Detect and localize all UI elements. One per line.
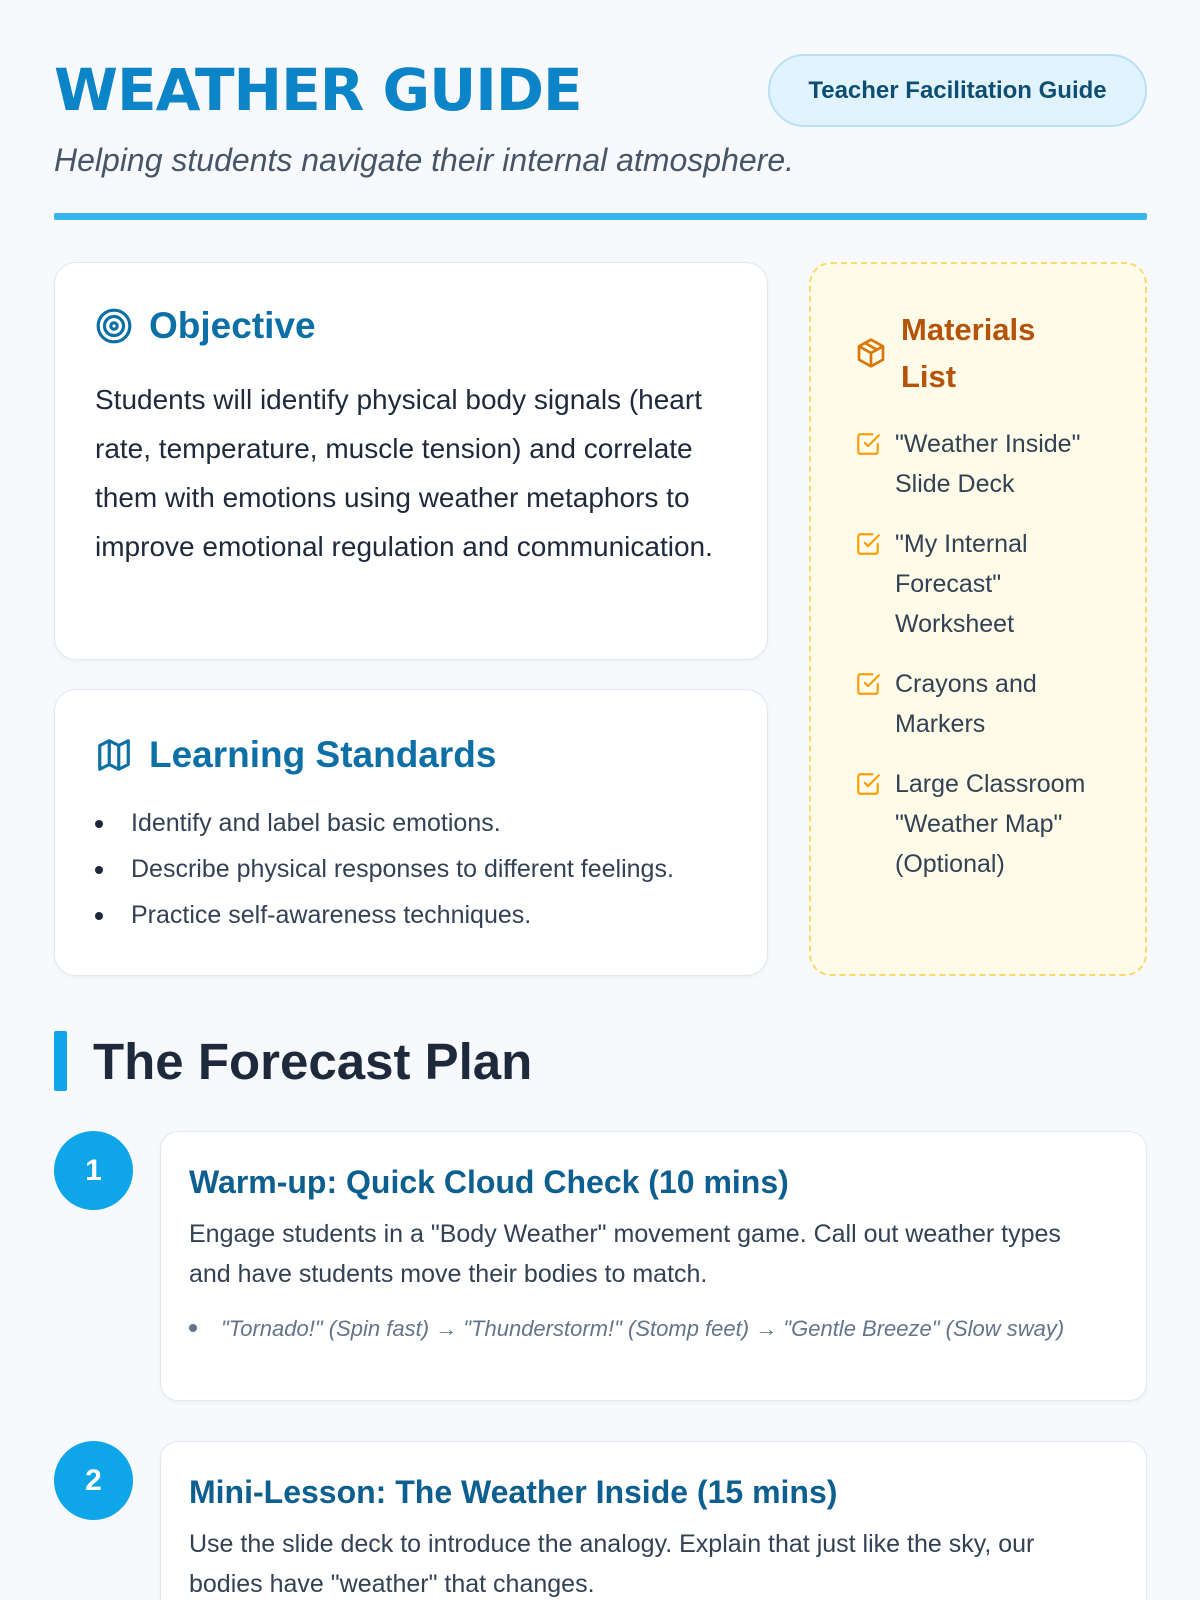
guide-page bbox=[54, 0, 1147, 1598]
materials-list bbox=[855, 424, 1115, 904]
material-label: Large Classroom "Weather Map" (Optional) bbox=[895, 770, 1086, 878]
material-label: Crayons and Markers bbox=[895, 670, 1037, 738]
step-card bbox=[160, 1441, 1147, 1600]
list-item: Practice self-awareness techniques. bbox=[95, 892, 745, 938]
standards-header bbox=[95, 734, 496, 776]
step-title: Mini-Lesson: The Weather Inside (15 mins) bbox=[189, 1474, 838, 1510]
list-item bbox=[855, 664, 1115, 744]
header-divider bbox=[54, 213, 1147, 220]
standards-list bbox=[95, 800, 745, 938]
target-icon bbox=[95, 307, 133, 345]
step-title: Warm-up: Quick Cloud Check (10 mins) bbox=[189, 1164, 789, 1200]
step-number-badge: 1 bbox=[54, 1131, 133, 1210]
section-accent-bar bbox=[54, 1031, 67, 1091]
material-label: "My Internal Forecast" Worksheet bbox=[895, 530, 1028, 638]
list-item: Identify and label basic emotions. bbox=[95, 800, 745, 846]
standards-heading: Learning Standards bbox=[149, 734, 497, 775]
list-item: Describe physical responses to different feelings. bbox=[95, 846, 745, 892]
step-example-text: "Tornado!" (Spin fast) → "Thunderstorm!" (Stomp feet) → "Gentle Breeze" (Slow sway) bbox=[221, 1316, 1065, 1341]
objective-header bbox=[95, 305, 316, 347]
learning-standards-card bbox=[54, 689, 768, 976]
objective-text: Students will identify physical body signals (heart rate, temperature, muscle tension) and correlate them with emotions using weather metaphors to improve emotional regulation and communication. bbox=[95, 384, 713, 562]
step-description: Use the slide deck to introduce the analogy. Explain that just like the sky, our bodies have "weather" that changes. bbox=[189, 1530, 1035, 1598]
page-title: WEATHER GUIDE bbox=[54, 56, 582, 124]
material-label: "Weather Inside" Slide Deck bbox=[895, 430, 1081, 498]
materials-card bbox=[809, 262, 1147, 976]
list-item bbox=[855, 524, 1115, 644]
guide-type-badge[interactable]: Teacher Facilitation Guide bbox=[768, 54, 1147, 127]
page-subtitle: Helping students navigate their internal atmosphere. bbox=[54, 142, 794, 178]
map-icon bbox=[95, 736, 133, 774]
step-description: Engage students in a "Body Weather" movement game. Call out weather types and have students move their bodies to match. bbox=[189, 1220, 1061, 1288]
check-square-icon bbox=[855, 771, 881, 797]
package-icon bbox=[855, 337, 887, 369]
section-heading: The Forecast Plan bbox=[93, 1032, 533, 1090]
bullet-dot bbox=[189, 1324, 197, 1332]
step-number-badge: 2 bbox=[54, 1441, 133, 1520]
list-item bbox=[855, 424, 1115, 504]
list-item bbox=[855, 764, 1115, 884]
materials-header bbox=[855, 306, 1091, 400]
header bbox=[54, 0, 1147, 220]
check-square-icon bbox=[855, 431, 881, 457]
check-square-icon bbox=[855, 531, 881, 557]
objective-heading: Objective bbox=[149, 305, 316, 346]
objective-card bbox=[54, 262, 768, 660]
step-card bbox=[160, 1131, 1147, 1401]
materials-heading: Materials List bbox=[901, 312, 1036, 394]
forecast-plan-section bbox=[54, 1031, 532, 1091]
check-square-icon bbox=[855, 671, 881, 697]
step-example-note bbox=[189, 1312, 1089, 1346]
